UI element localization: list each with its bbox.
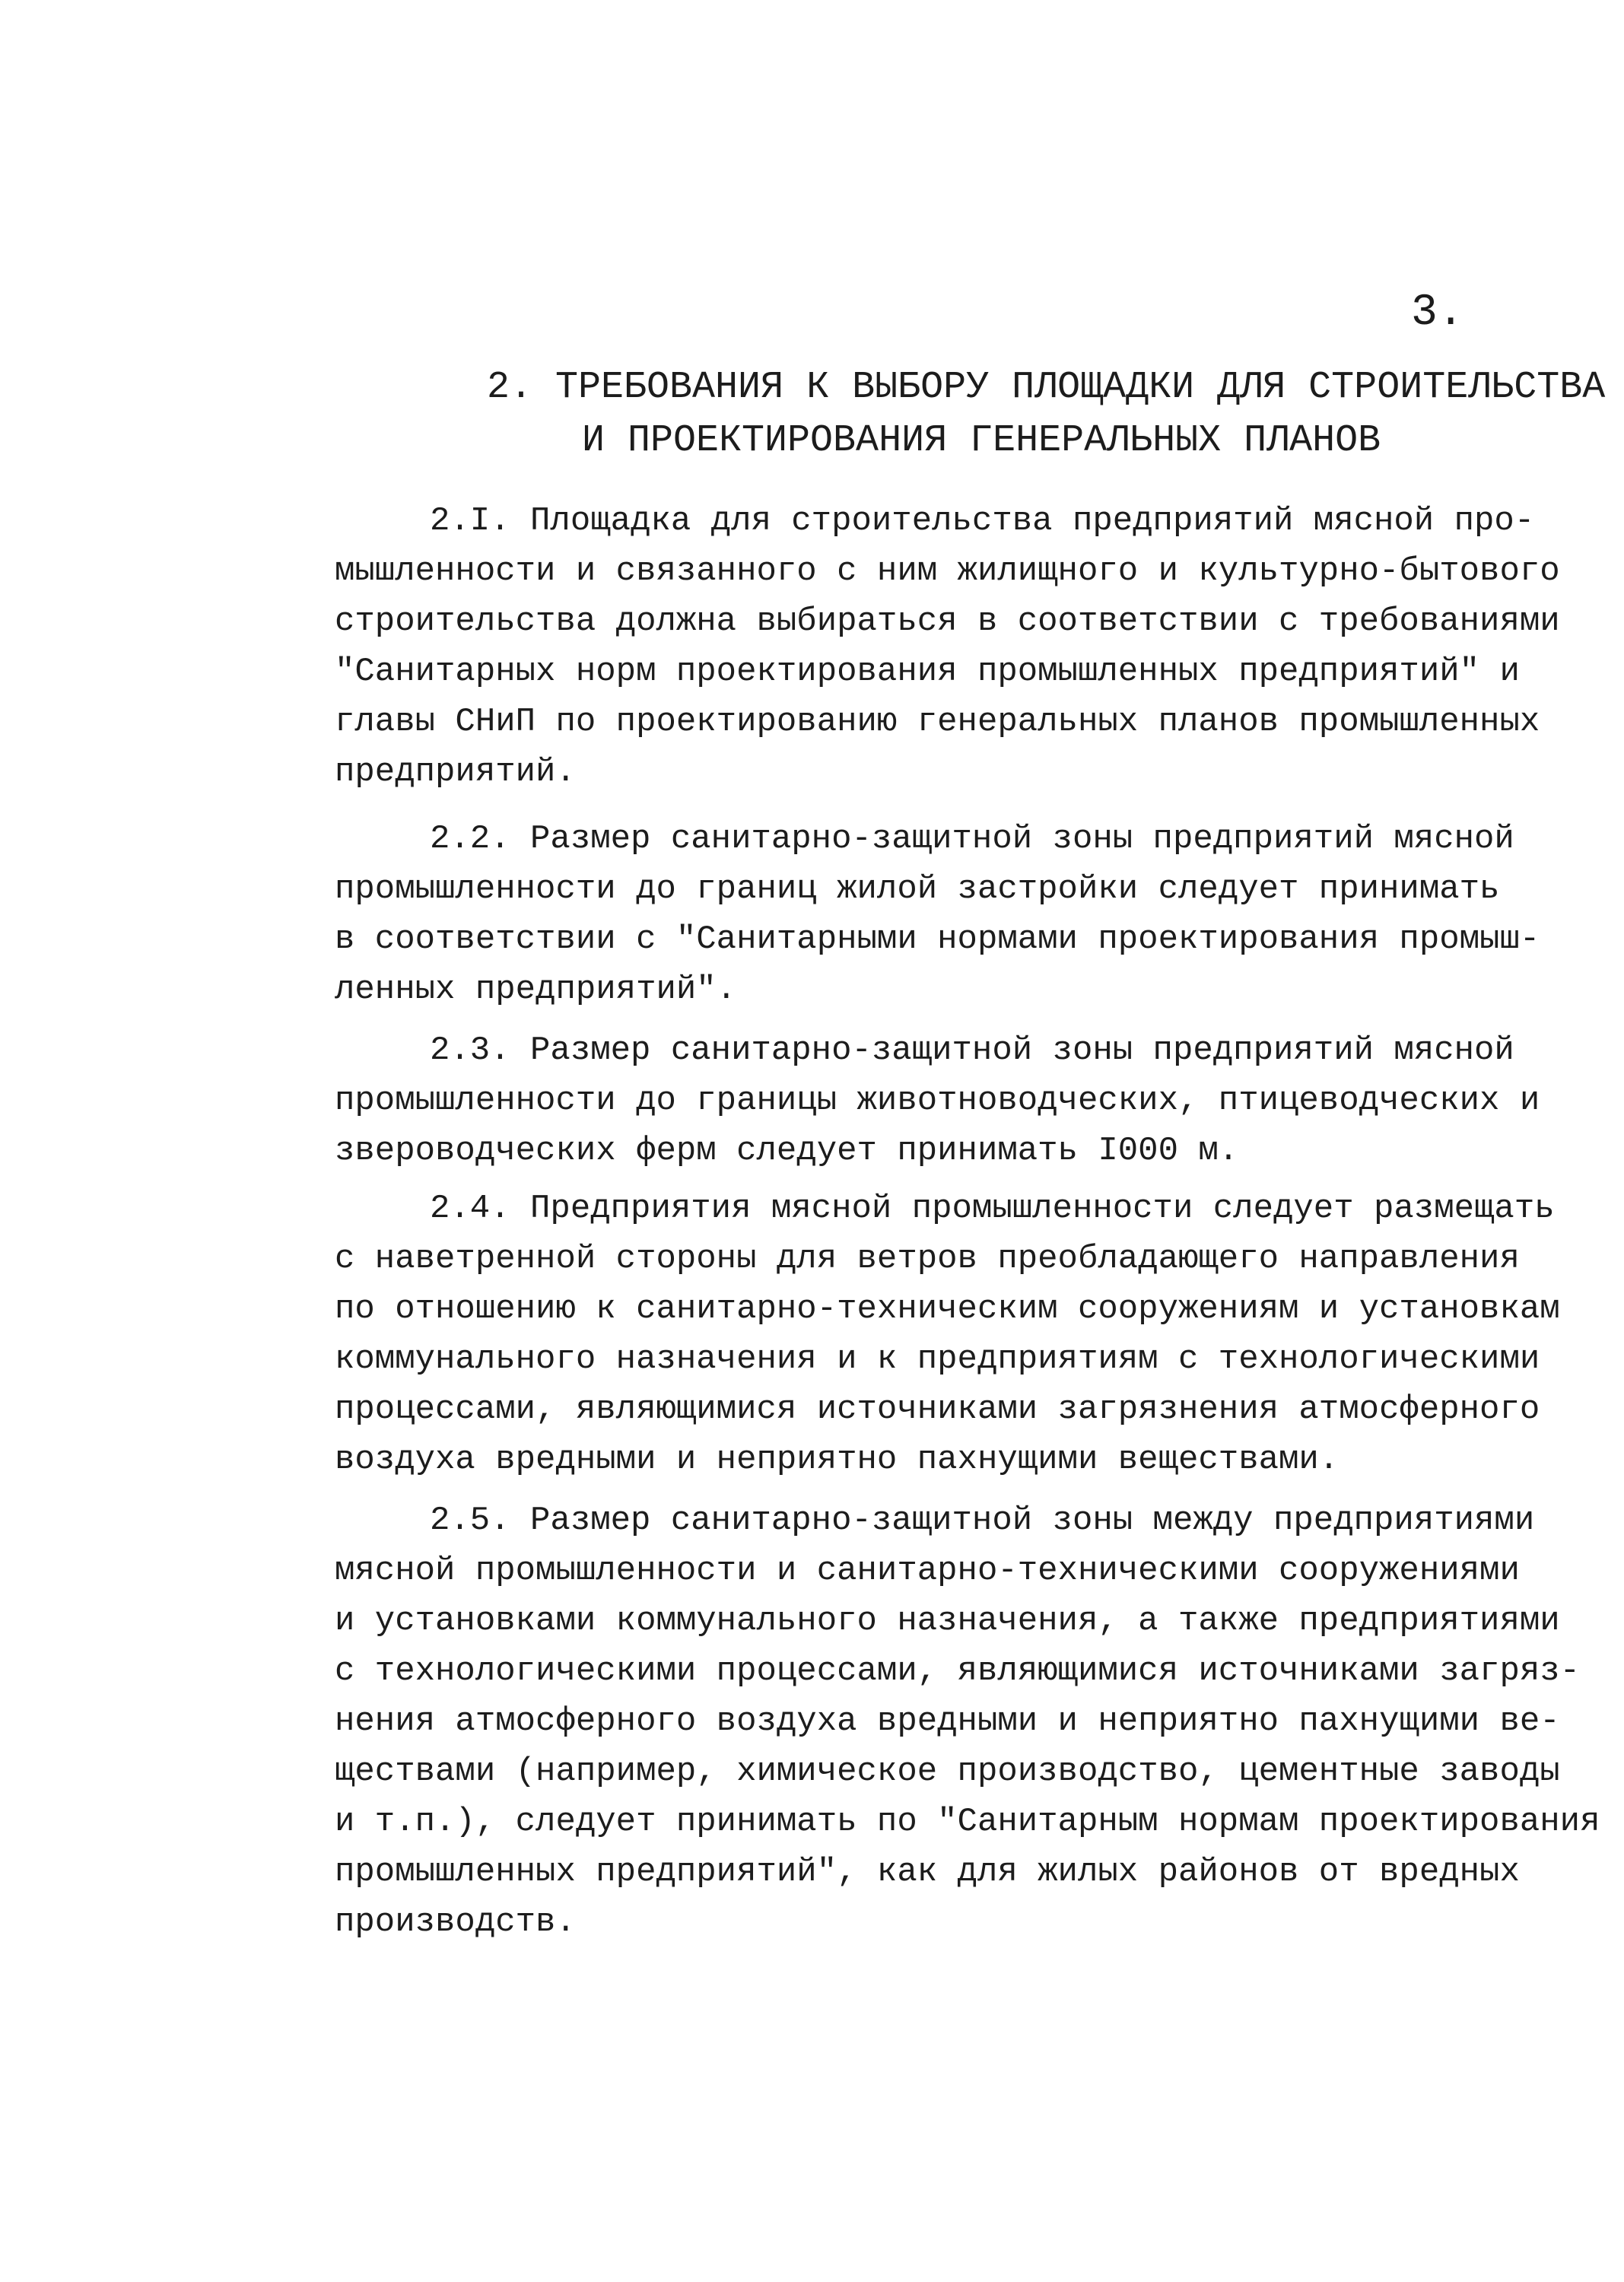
paragraph-line: ленных предприятий". xyxy=(335,971,737,1009)
paragraph-line: с технологическими процессами, являющимися источниками загряз- xyxy=(335,1652,1581,1690)
paragraph-line: 2.3. Размер санитарно-защитной зоны предприятий мясной xyxy=(430,1031,1514,1069)
page-number: 3. xyxy=(1411,288,1464,338)
paragraph-line: звероводческих ферм следует принимать I000 м. xyxy=(335,1132,1239,1170)
paragraph-line: 2.5. Размер санитарно-защитной зоны между предприятиями xyxy=(430,1502,1535,1540)
paragraph-line: мышленности и связанного с ним жилищного и культурно-бытового xyxy=(335,552,1560,590)
paragraph-line: воздуха вредными и неприятно пахнущими веществами. xyxy=(335,1441,1340,1479)
paragraph-line: предприятий. xyxy=(335,753,576,791)
section-heading-line-1: 2. ТРЕБОВАНИЯ К ВЫБОРУ ПЛОЩАДКИ ДЛЯ СТРОИТЕЛЬСТВА xyxy=(487,366,1606,409)
paragraph-line: промышленности до границ жилой застройки следует принимать xyxy=(335,870,1500,908)
paragraph-line: в соответствии с "Санитарными нормами проектирования промыш- xyxy=(335,920,1540,958)
paragraph-line: 2.I. Площадка для строительства предприятий мясной про- xyxy=(430,502,1535,540)
paragraph-2-4 xyxy=(335,1184,1590,1485)
paragraph-line: процессами, являющимися источниками загрязнения атмосферного xyxy=(335,1390,1540,1429)
paragraph-line: промышленности до границы животноводческих, птицеводческих и xyxy=(335,1082,1540,1120)
paragraph-line: производств. xyxy=(335,1903,576,1941)
paragraph-line: с наветренной стороны для ветров преобладающего направления xyxy=(335,1240,1520,1278)
paragraph-line: и т.п.), следует принимать по "Санитарным нормам проектирования xyxy=(335,1803,1600,1841)
paragraph-line: мясной промышленности и санитарно-техническими сооружениями xyxy=(335,1552,1520,1590)
paragraph-line: и установками коммунального назначения, а также предприятиями xyxy=(335,1602,1560,1640)
paragraph-line: промышленных предприятий", как для жилых районов от вредных xyxy=(335,1853,1520,1891)
paragraph-line: нения атмосферного воздуха вредными и неприятно пахнущими ве- xyxy=(335,1702,1560,1740)
paragraph-2-5 xyxy=(335,1495,1600,1947)
section-heading-line-2: И ПРОЕКТИРОВАНИЯ ГЕНЕРАЛЬНЫХ ПЛАНОВ xyxy=(582,419,1381,462)
paragraph-line: 2.4. Предприятия мясной промышленности следует размещать xyxy=(430,1190,1555,1228)
paragraph-line: главы СНиП по проектированию генеральных планов промышленных xyxy=(335,703,1540,741)
paragraph-line: строительства должна выбираться в соответствии с требованиями xyxy=(335,602,1560,640)
paragraph-2-3 xyxy=(335,1025,1590,1176)
paragraph-line: коммунального назначения и к предприятиям с технологическими xyxy=(335,1340,1540,1378)
paragraph-2-1 xyxy=(335,496,1590,797)
paragraph-2-2 xyxy=(335,814,1590,1015)
paragraph-line: по отношению к санитарно-техническим сооружениям и установкам xyxy=(335,1290,1560,1328)
paragraph-line: ществами (например, химическое производство, цементные заводы xyxy=(335,1753,1560,1791)
paragraph-line: "Санитарных норм проектирования промышленных предприятий" и xyxy=(335,653,1520,691)
paragraph-line: 2.2. Размер санитарно-защитной зоны предприятий мясной xyxy=(430,820,1514,858)
